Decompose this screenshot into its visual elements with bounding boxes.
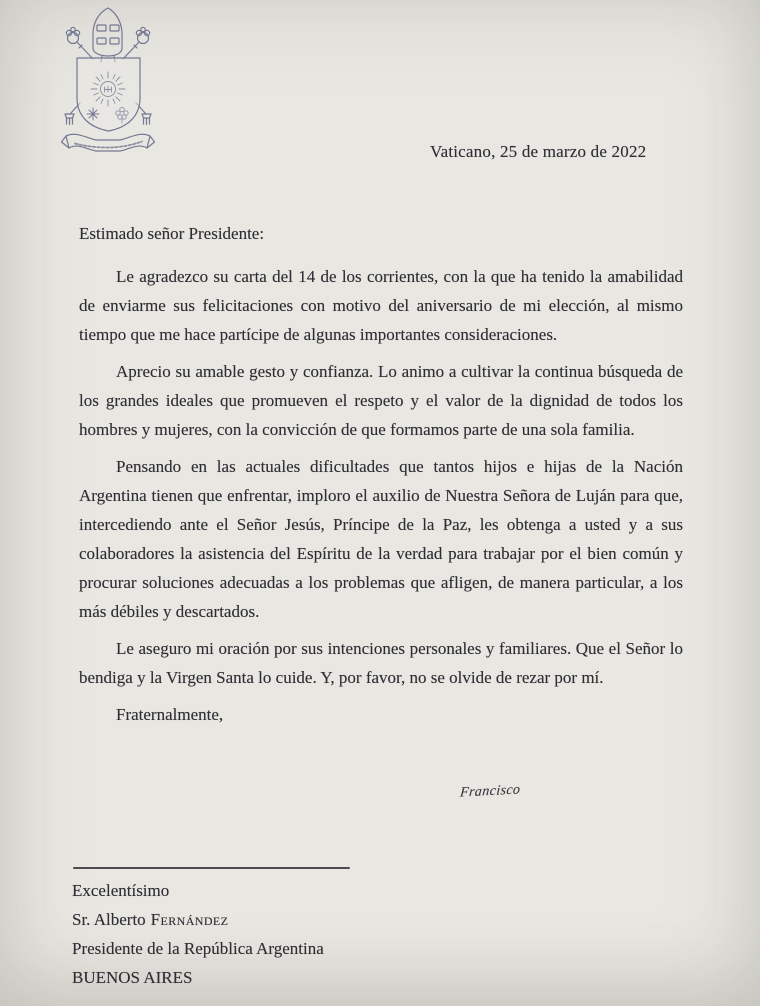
recipient-name-prefix: Sr. Alberto (72, 910, 146, 929)
paragraph-4: Le aseguro mi oración por sus intenciones personales y familiares. Que el Señor lo bendiga y la Virgen Santa lo cuide. Y, por favor, no se olvide de rezar por mí. (79, 639, 683, 687)
recipient-city: BUENOS AIRES (72, 968, 193, 987)
closing: Fraternalmente, (116, 705, 224, 724)
recipient-name (72, 905, 324, 934)
paragraph-1: Le agradezco su carta del 14 de los corrientes, con la que ha tenido la amabilidad de enviarme sus felicitaciones con motivo del aniversario de mi elección, al mismo tiempo que me hace partícipe de algunas importantes consideraciones. (79, 267, 683, 344)
recipient-title: Presidente de la República Argentina (72, 939, 324, 958)
papal-coat-of-arms-icon (52, 5, 162, 153)
signature-francisco: Francisco (459, 782, 522, 801)
mitre-icon (93, 8, 122, 62)
motto-banner-icon (62, 134, 155, 151)
paragraph-3: Pensando en las actuales dificultades que tantos hijos e hijas de la Nación Argentina tienen que enfrentar, imploro el auxilio de Nuestra Señora de Luján para que, intercediendo ante el Señor Jesús, Príncipe de la Paz, les obtenga a usted y a sus colaboradores la asistencia del Espíritu de la verdad para trabajar por el bien común y procurar soluciones adecuadas a los problemas que afligen, de manera particular, a los más débiles y descartados. (79, 457, 683, 621)
divider-line (73, 867, 350, 869)
paragraph-2: Aprecio su amable gesto y confianza. Lo animo a cultivar la continua búsqueda de los grandes ideales que promueven el respeto y el valor de la dignidad de todos los hombres y mujeres, con la convicción de que formamos parte de una sola familia. (79, 362, 683, 439)
shield-icon (77, 58, 140, 131)
dateline: Vaticano, 25 de marzo de 2022 (430, 142, 647, 161)
sun-emblem-icon (91, 72, 125, 106)
salutation: Estimado señor Presidente: (79, 224, 265, 243)
recipient-block (72, 876, 324, 992)
star-icon (87, 108, 99, 120)
recipient-honorific: Excelentísimo (72, 881, 170, 900)
letter-body (79, 219, 683, 729)
recipient-surname: Fernández (150, 910, 229, 929)
